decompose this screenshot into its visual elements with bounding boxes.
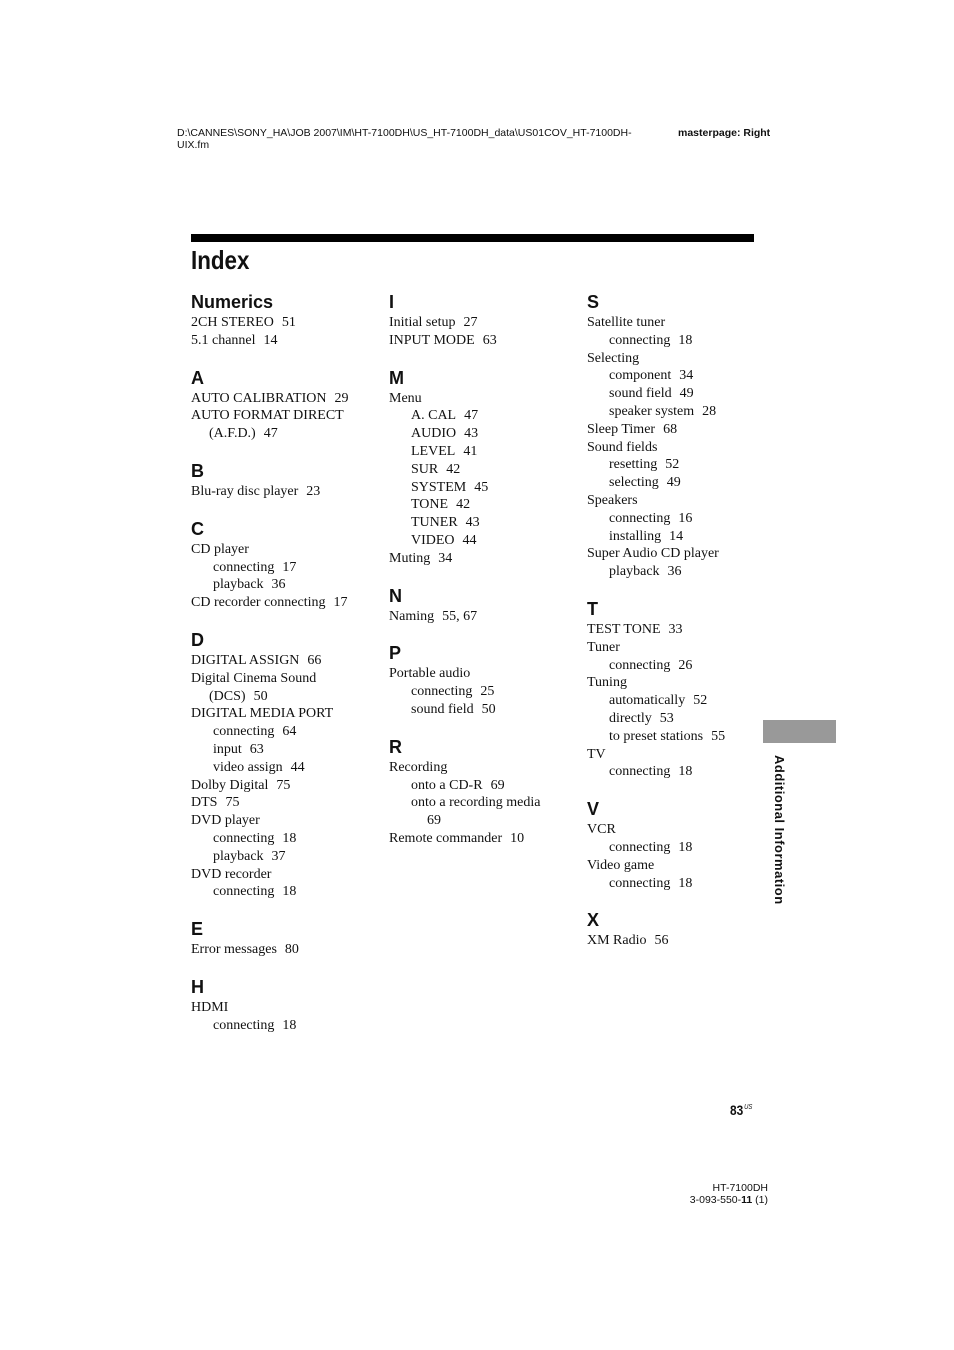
entry-term: AUTO FORMAT DIRECT [191, 408, 344, 424]
entry-term: connecting [609, 875, 671, 891]
entry-term: A. CAL [411, 408, 457, 424]
entry-page-ref: 56 [654, 933, 669, 949]
entry-term: to preset stations [609, 728, 704, 744]
entry-term: DIGITAL MEDIA PORT [191, 706, 334, 722]
entry-page-ref: 52 [665, 457, 680, 473]
index-subentry [191, 759, 381, 777]
entry-page-ref: 29 [334, 390, 349, 406]
entry-page-ref: 47 [263, 426, 278, 442]
index-subentry [389, 461, 579, 479]
index-entry [389, 812, 579, 830]
entry-page-ref: 55, 67 [442, 608, 478, 624]
index-entry [191, 999, 381, 1017]
entry-term: CD player [191, 541, 249, 557]
section-tab-label: Additional Information [772, 755, 787, 905]
index-subentry [389, 443, 579, 461]
index-entry [587, 439, 777, 457]
entry-page-ref: 14 [669, 528, 684, 544]
section-heading: T [587, 598, 598, 619]
page-number [730, 1102, 752, 1118]
index-entry [191, 425, 381, 443]
index-subentry [191, 1017, 381, 1035]
section-heading: B [191, 460, 204, 481]
page-number-value: 83 [730, 1102, 744, 1118]
index-column-2 [389, 291, 579, 848]
entry-term: playback [213, 577, 264, 593]
index-entry [191, 541, 381, 559]
index-subentry [587, 367, 777, 385]
index-entry [389, 314, 579, 332]
section-heading: E [191, 919, 204, 940]
entry-page-ref: 26 [678, 657, 693, 673]
entry-page-ref: 28 [702, 403, 717, 419]
index-entry [191, 688, 381, 706]
entry-term: AUTO CALIBRATION [191, 390, 327, 406]
entry-term: automatically [609, 693, 686, 709]
page-title: Index [191, 245, 250, 275]
index-section [389, 736, 579, 848]
section-heading: H [191, 976, 204, 997]
footer-code [683, 1194, 768, 1206]
entry-page-ref: 14 [263, 332, 278, 348]
entry-term: connecting [609, 764, 671, 780]
footer-code-bold: 11 [741, 1194, 753, 1206]
entry-term: component [609, 368, 672, 384]
entry-page-ref: 18 [678, 764, 693, 780]
entry-page-ref: 17 [333, 595, 348, 611]
entry-term: TONE [411, 497, 449, 513]
index-section [587, 909, 777, 950]
entry-page-ref: 49 [679, 386, 694, 402]
index-entry [191, 670, 381, 688]
footer-code-suffix: (1) [752, 1194, 768, 1206]
entry-page-ref: 75 [276, 777, 291, 793]
entry-term: connecting [609, 332, 671, 348]
index-subentry [389, 514, 579, 532]
entry-term: connecting [213, 724, 275, 740]
entry-term: Initial setup [389, 315, 456, 330]
index-subentry [191, 883, 381, 901]
index-subentry [389, 532, 579, 550]
index-column-1 [191, 291, 381, 1035]
entry-term: input [213, 741, 242, 757]
index-entry [389, 759, 579, 777]
entry-term: Speakers [587, 492, 638, 508]
entry-page-ref: 50 [481, 701, 496, 717]
entry-term: Blu-ray disc player [191, 483, 299, 499]
entry-page-ref: 43 [465, 515, 480, 531]
index-subentry [587, 839, 777, 857]
index-entry [389, 608, 579, 626]
entry-term: Satellite tuner [587, 315, 666, 330]
section-heading: C [191, 518, 204, 539]
index-subentry [191, 848, 381, 866]
index-section [191, 918, 381, 959]
index-entry [389, 390, 579, 408]
file-path-header [177, 127, 667, 151]
entry-term: connecting [411, 684, 473, 700]
index-subentry [587, 510, 777, 528]
entry-page-ref: 47 [464, 408, 479, 424]
entry-term: Portable audio [389, 666, 471, 682]
entry-term: INPUT MODE [389, 332, 475, 348]
entry-term: resetting [609, 457, 658, 473]
entry-term: (A.F.D.) [209, 426, 256, 442]
section-heading: S [587, 292, 600, 312]
index-subentry [587, 563, 777, 581]
entry-page-ref: 17 [282, 559, 297, 575]
section-tab-marker [763, 720, 836, 743]
entry-term: DIGITAL ASSIGN [191, 652, 300, 668]
index-entry [389, 332, 579, 350]
entry-term: VCR [587, 822, 616, 838]
index-section [191, 518, 381, 612]
masterpage-label: masterpage: Right [678, 127, 771, 139]
entry-page-ref: 33 [668, 621, 683, 637]
entry-term: playback [213, 848, 264, 864]
index-entry [389, 665, 579, 683]
index-section [389, 585, 579, 626]
entry-term: DVD player [191, 813, 260, 829]
entry-term: sound field [411, 701, 474, 717]
index-subentry [587, 332, 777, 350]
entry-page-ref: 23 [306, 483, 321, 499]
section-heading: P [389, 643, 402, 664]
section-heading: V [587, 799, 600, 820]
index-subentry [389, 496, 579, 514]
entry-page-ref: 69 [490, 777, 505, 793]
entry-term: 69 [427, 813, 441, 829]
index-subentry [191, 830, 381, 848]
index-section [389, 642, 579, 718]
index-entry [389, 830, 579, 848]
index-entry [191, 332, 381, 350]
index-section [191, 460, 381, 501]
index-section [191, 629, 381, 901]
index-entry [587, 421, 777, 439]
index-subentry [191, 559, 381, 577]
index-entry [191, 866, 381, 884]
footer-model: HT-7100DH [712, 1182, 768, 1194]
entry-page-ref: 75 [225, 795, 240, 811]
index-entry [587, 314, 777, 332]
entry-term: 5.1 channel [191, 332, 256, 348]
index-entry [191, 483, 381, 501]
index-subentry [587, 403, 777, 421]
index-entry [191, 812, 381, 830]
entry-term: HDMI [191, 999, 229, 1015]
entry-term: Error messages [191, 942, 277, 958]
section-heading: Numerics [191, 292, 274, 312]
entry-page-ref: 68 [663, 421, 678, 437]
entry-term: Video game [587, 857, 655, 873]
index-subentry [191, 741, 381, 759]
index-entry [587, 639, 777, 657]
entry-term: TV [587, 746, 606, 762]
entry-term: Tuner [587, 639, 620, 655]
index-subentry [587, 692, 777, 710]
entry-page-ref: 44 [462, 532, 477, 548]
entry-page-ref: 18 [282, 884, 297, 900]
entry-page-ref: 80 [284, 942, 299, 958]
entry-term: onto a recording media [411, 795, 541, 811]
entry-page-ref: 18 [282, 1017, 297, 1033]
entry-page-ref: 55 [711, 728, 726, 744]
file-path-line-2: UIX.fm [177, 139, 210, 151]
entry-term: LEVEL [411, 443, 456, 459]
index-subentry [389, 407, 579, 425]
entry-term: onto a CD-R [411, 777, 483, 793]
index-entry [389, 550, 579, 568]
entry-term: Selecting [587, 350, 640, 366]
index-subentry [587, 763, 777, 781]
index-subentry [389, 425, 579, 443]
entry-term: SUR [411, 461, 439, 477]
index-section [191, 291, 381, 350]
index-subentry [191, 723, 381, 741]
entry-page-ref: 66 [307, 652, 322, 668]
entry-page-ref: 18 [282, 830, 297, 846]
index-section [389, 367, 579, 568]
entry-page-ref: 36 [271, 577, 286, 593]
index-entry [191, 390, 381, 408]
index-subentry [389, 777, 579, 795]
entry-page-ref: 41 [463, 443, 478, 459]
entry-term: Muting [389, 550, 431, 566]
index-section [587, 598, 777, 781]
index-entry [191, 652, 381, 670]
entry-page-ref: 45 [474, 479, 489, 495]
entry-term: connecting [213, 1017, 275, 1033]
entry-term: (DCS) [209, 688, 246, 704]
entry-page-ref: 37 [271, 848, 286, 864]
index-entry [191, 941, 381, 959]
entry-term: connecting [609, 510, 671, 526]
index-section [587, 798, 777, 892]
index-entry [587, 492, 777, 510]
index-entry [587, 621, 777, 639]
index-entry [587, 746, 777, 764]
index-subentry [587, 710, 777, 728]
entry-page-ref: 52 [693, 693, 708, 709]
entry-term: Recording [389, 759, 448, 775]
index-entry [587, 350, 777, 368]
index-subentry [587, 528, 777, 546]
index-subentry [389, 683, 579, 701]
entry-term: SYSTEM [411, 479, 467, 495]
entry-page-ref: 63 [249, 741, 264, 757]
entry-term: speaker system [609, 403, 695, 419]
index-subentry [587, 474, 777, 492]
section-heading: N [389, 585, 402, 606]
entry-page-ref: 36 [667, 564, 682, 580]
entry-page-ref: 16 [678, 510, 693, 526]
index-entry [587, 932, 777, 950]
index-section [587, 291, 777, 581]
index-entry [587, 857, 777, 875]
entry-page-ref: 18 [678, 332, 693, 348]
entry-term: AUDIO [411, 426, 457, 442]
entry-term: Remote commander [389, 830, 503, 846]
entry-term: Dolby Digital [191, 777, 269, 793]
entry-term: video assign [213, 759, 283, 775]
index-entry [191, 794, 381, 812]
entry-page-ref: 53 [659, 710, 674, 726]
entry-page-ref: 34 [679, 368, 694, 384]
entry-page-ref: 34 [438, 550, 453, 566]
index-column-3 [587, 291, 777, 950]
entry-page-ref: 63 [482, 332, 497, 348]
index-entry [191, 705, 381, 723]
footer-code-prefix: 3-093-550- [689, 1194, 742, 1206]
entry-term: DVD recorder [191, 866, 272, 882]
index-subentry [389, 794, 579, 812]
entry-page-ref: 42 [456, 497, 471, 513]
entry-page-ref: 42 [446, 461, 461, 477]
entry-term: XM Radio [587, 933, 647, 949]
page-number-suffix: US [744, 1104, 753, 1111]
index-subentry [389, 479, 579, 497]
index-entry [191, 777, 381, 795]
entry-page-ref: 25 [480, 684, 495, 700]
entry-term: connecting [609, 839, 671, 855]
index-section [389, 291, 579, 350]
entry-term: installing [609, 528, 662, 544]
entry-term: VIDEO [411, 532, 455, 548]
index-section [191, 976, 381, 1035]
index-entry [587, 821, 777, 839]
section-heading: M [389, 367, 404, 388]
entry-page-ref: 18 [678, 875, 693, 891]
entry-term: Sleep Timer [587, 421, 656, 437]
entry-term: TUNER [411, 515, 458, 531]
entry-page-ref: 27 [463, 315, 478, 330]
entry-term: playback [609, 564, 660, 580]
entry-page-ref: 64 [282, 724, 297, 740]
entry-term: connecting [213, 884, 275, 900]
entry-page-ref: 51 [281, 315, 296, 330]
index-subentry [587, 875, 777, 893]
entry-term: Naming [389, 608, 435, 624]
entry-page-ref: 10 [510, 830, 525, 846]
entry-term: selecting [609, 475, 659, 491]
index-section [191, 367, 381, 443]
entry-page-ref: 18 [678, 839, 693, 855]
entry-term: connecting [213, 559, 275, 575]
index-entry [587, 545, 777, 563]
file-path-line-1: D:\CANNES\SONY_HA\JOB 2007\IM\HT-7100DH\US_HT-7100DH_data\US01COV_HT-7100DH- [177, 127, 632, 139]
index-subentry [191, 576, 381, 594]
section-heading: I [389, 292, 395, 312]
index-subentry [587, 728, 777, 746]
index-subentry [587, 657, 777, 675]
entry-term: 2CH STEREO [191, 315, 274, 330]
entry-term: Menu [389, 390, 422, 406]
index-subentry [389, 701, 579, 719]
entry-term: Super Audio CD player [587, 546, 719, 562]
entry-term: directly [609, 710, 652, 726]
section-heading: A [191, 367, 204, 388]
entry-term: DTS [191, 795, 218, 811]
section-heading: D [191, 629, 204, 650]
title-rule [191, 234, 754, 242]
entry-term: connecting [609, 657, 671, 673]
entry-term: CD recorder connecting [191, 595, 326, 611]
index-subentry [587, 385, 777, 403]
entry-term: Tuning [587, 675, 627, 691]
section-heading: R [389, 736, 402, 757]
entry-page-ref: 44 [290, 759, 305, 775]
footer [683, 1182, 768, 1206]
entry-page-ref: 43 [464, 426, 479, 442]
section-heading: X [587, 910, 600, 931]
entry-term: TEST TONE [587, 621, 661, 637]
index-entry [587, 674, 777, 692]
entry-page-ref: 50 [253, 688, 268, 704]
entry-page-ref: 49 [666, 475, 681, 491]
index-subentry [587, 456, 777, 474]
entry-term: sound field [609, 386, 672, 402]
index-entry [191, 407, 381, 425]
index-entry [191, 594, 381, 612]
entry-term: Sound fields [587, 439, 658, 455]
entry-term: connecting [213, 830, 275, 846]
entry-term: Digital Cinema Sound [191, 670, 317, 686]
index-entry [191, 314, 381, 332]
